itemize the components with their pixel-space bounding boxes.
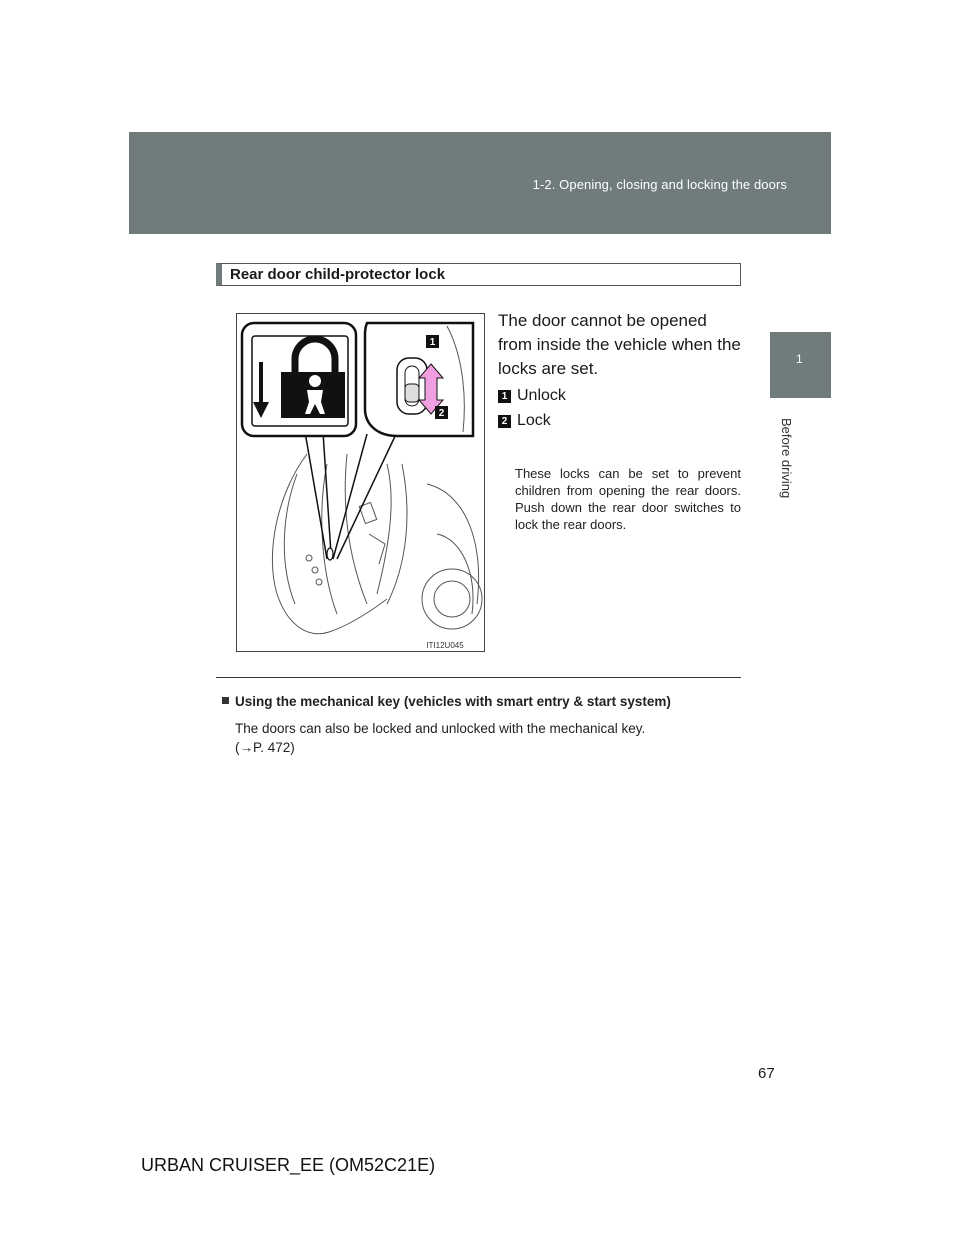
chapter-header-band <box>129 132 831 234</box>
figure-badge-1: 1 <box>429 337 436 348</box>
section-divider <box>216 677 741 678</box>
bullet-line-1: The doors can also be locked and unlocked with the mechanical key. <box>235 721 646 736</box>
bullet-heading-text: Using the mechanical key (vehicles with smart entry & start system) <box>235 694 671 709</box>
step-unlock <box>498 386 566 406</box>
square-bullet-icon <box>222 697 229 704</box>
chapter-tab-number: 1 <box>796 352 803 366</box>
bullet-paragraph <box>235 719 735 757</box>
chapter-title: 1-2. Opening, closing and locking the doors <box>532 177 787 192</box>
chapter-tab-label-wrap <box>777 418 797 508</box>
page-number: 67 <box>758 1065 775 1082</box>
page-reference: (→P. 472) <box>235 740 295 755</box>
figure-code: ITI12U045 <box>426 641 464 650</box>
step-badge: 1 <box>498 390 511 403</box>
child-lock-illustration <box>236 313 485 652</box>
step-badge: 2 <box>498 415 511 428</box>
figure-badge-2: 2 <box>438 408 445 419</box>
step-label: Lock <box>517 412 551 429</box>
manual-footer: URBAN CRUISER_EE (OM52C21E) <box>141 1155 436 1175</box>
chapter-tab <box>770 332 831 398</box>
section-title: Rear door child-protector lock <box>216 263 741 286</box>
section-intro: The door cannot be opened from inside the vehicle when the locks are set. <box>498 311 741 378</box>
chapter-tab-label: Before driving <box>779 418 794 499</box>
step-lock <box>498 411 551 431</box>
bullet-heading <box>222 694 671 709</box>
step-label: Unlock <box>517 387 566 404</box>
section-note: These locks can be set to prevent children from opening the rear doors. Push down the rear door switches to lock the rear doors. <box>515 466 741 532</box>
